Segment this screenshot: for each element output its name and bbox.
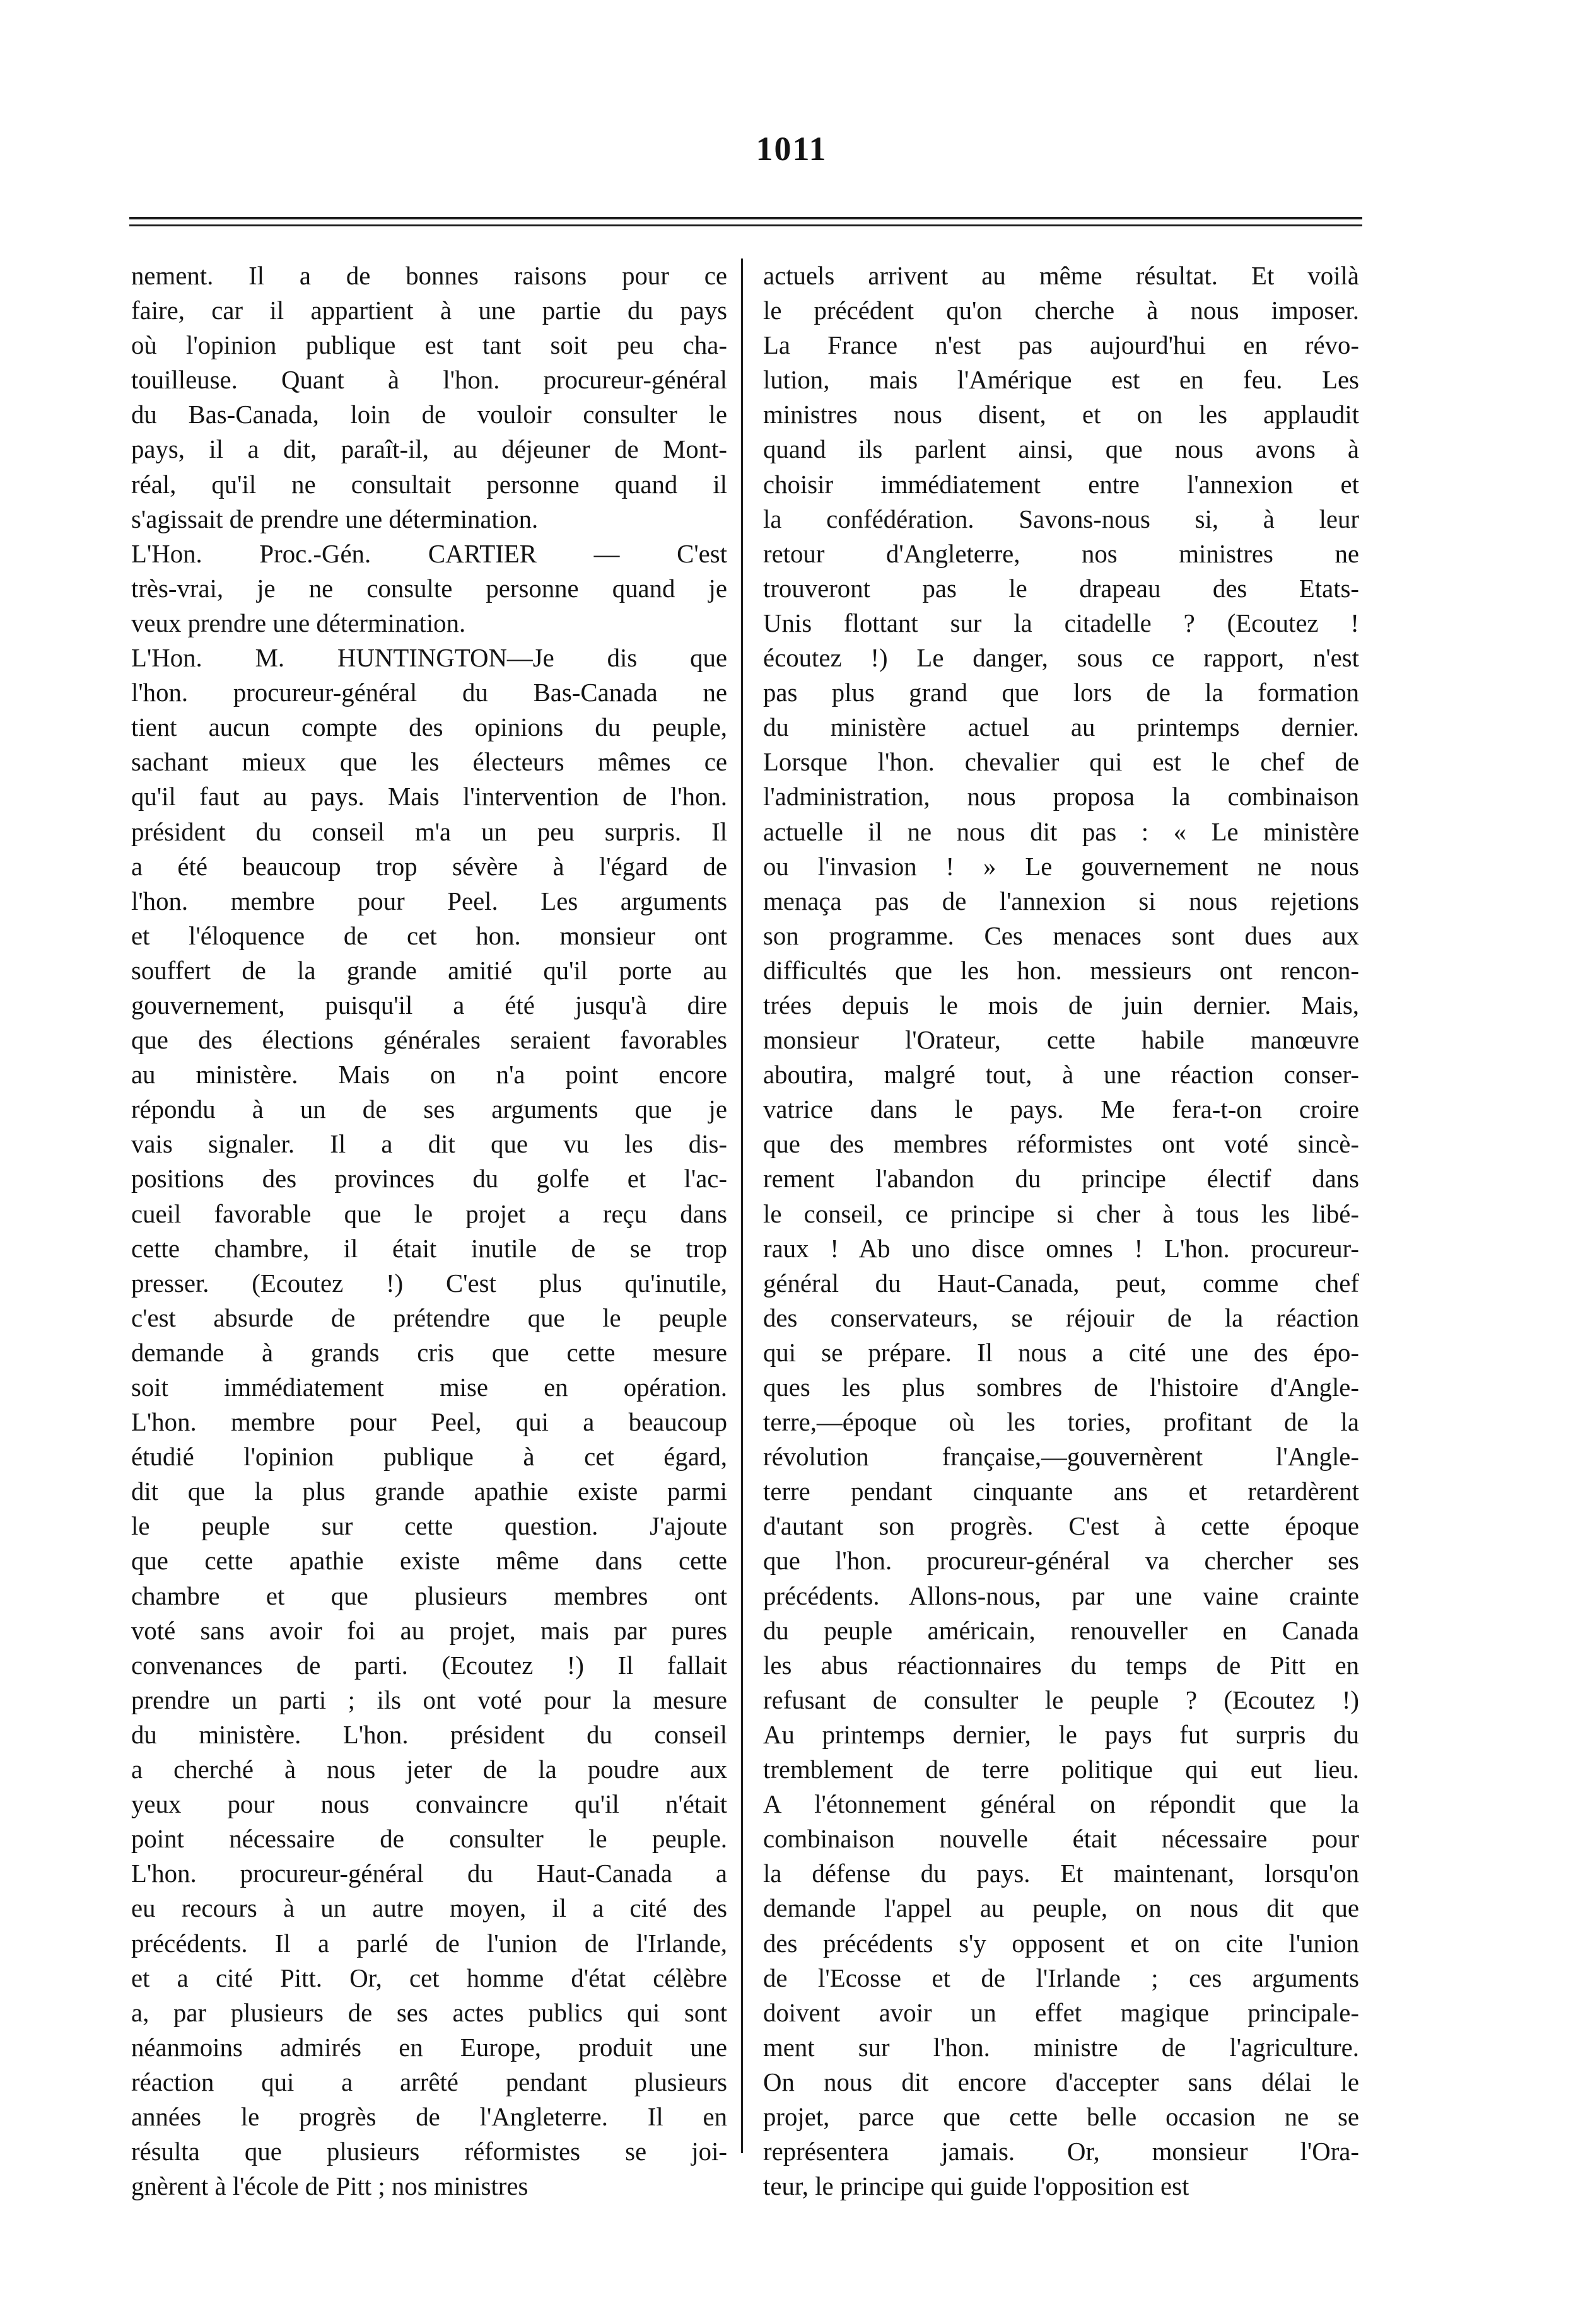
left-column-line: touilleuse. Quant à l'hon. procureur-général bbox=[131, 366, 727, 395]
column-divider bbox=[741, 259, 743, 2153]
left-column-line: tient aucun compte des opinions du peuple, bbox=[131, 713, 727, 742]
right-column-line: terre,—époque où les tories, profitant de la bbox=[763, 1408, 1359, 1437]
right-column-line: menaça pas de l'annexion si nous rejetions bbox=[763, 886, 1359, 915]
right-column-line: retour d'Angleterre, nos ministres ne bbox=[763, 539, 1359, 568]
header-rule bbox=[129, 217, 1362, 219]
right-column-line: représentera jamais. Or, monsieur l'Ora- bbox=[763, 2137, 1359, 2166]
right-column-line: que des membres réformistes ont voté sincè- bbox=[763, 1130, 1359, 1159]
left-column-line: positions des provinces du golfe et l'ac- bbox=[131, 1165, 727, 1194]
left-column-line: gnèrent à l'école de Pitt ; nos ministres bbox=[131, 2172, 529, 2201]
left-column-line: qu'il faut au pays. Mais l'intervention de l'hon. bbox=[131, 782, 727, 811]
left-column-line: a été beaucoup trop sévère à l'égard de bbox=[131, 852, 727, 881]
left-column-line: souffert de la grande amitié qu'il porte au bbox=[131, 956, 727, 985]
right-column-line: la défense du pays. Et maintenant, lorsqu'on bbox=[763, 1859, 1359, 1888]
right-column-line: actuelle il ne nous dit pas : « Le ministère bbox=[763, 817, 1359, 846]
left-column-line: sachant mieux que les électeurs mêmes ce bbox=[131, 748, 727, 777]
right-column-line: des conservateurs, se réjouir de la réaction bbox=[763, 1303, 1359, 1332]
right-column-line: trouveront pas le drapeau des Etats- bbox=[763, 574, 1359, 603]
left-column-line: très-vrai, je ne consulte personne quand je bbox=[131, 574, 727, 603]
right-column-line: ministres nous disent, et on les applaudit bbox=[763, 400, 1359, 429]
left-column-line: point nécessaire de consulter le peuple. bbox=[131, 1825, 727, 1854]
left-column-line: chambre et que plusieurs membres ont bbox=[131, 1581, 727, 1610]
left-column-line: faire, car il appartient à une partie du pays bbox=[131, 296, 727, 325]
right-column-line: Au printemps dernier, le pays fut surpris du bbox=[763, 1720, 1359, 1749]
left-column-line: c'est absurde de prétendre que le peuple bbox=[131, 1303, 727, 1332]
right-column-line: les abus réactionnaires du temps de Pitt en bbox=[763, 1651, 1359, 1680]
left-column-line: demande à grands cris que cette mesure bbox=[131, 1338, 727, 1367]
right-column-line: projet, parce que cette belle occasion ne se bbox=[763, 2102, 1359, 2131]
right-column-line: ques les plus sombres de l'histoire d'Angle- bbox=[763, 1373, 1359, 1402]
right-column-line: vatrice dans le pays. Me fera-t-on croire bbox=[763, 1095, 1359, 1124]
right-column-line: quand ils parlent ainsi, que nous avons à bbox=[763, 435, 1359, 464]
left-column-line: s'agissait de prendre une détermination. bbox=[131, 504, 539, 533]
left-column-line: cette chambre, il était inutile de se trop bbox=[131, 1234, 727, 1263]
left-column-line: L'hon. procureur-général du Haut-Canada a bbox=[131, 1859, 727, 1888]
left-column-line: veux prendre une détermination. bbox=[131, 608, 466, 637]
left-column-line: prendre un parti ; ils ont voté pour la mesure bbox=[131, 1685, 727, 1714]
left-column-line: l'hon. membre pour Peel. Les arguments bbox=[131, 886, 727, 915]
right-column-line: demande l'appel au peuple, on nous dit que bbox=[763, 1894, 1359, 1923]
right-column-line: On nous dit encore d'accepter sans délai le bbox=[763, 2067, 1359, 2096]
right-column-line: A l'étonnement général on répondit que la bbox=[763, 1790, 1359, 1819]
left-column-line: au ministère. Mais on n'a point encore bbox=[131, 1060, 727, 1089]
left-column-line: vais signaler. Il a dit que vu les dis- bbox=[131, 1130, 727, 1159]
right-column bbox=[763, 259, 1359, 2204]
left-column-line: réal, qu'il ne consultait personne quand il bbox=[131, 470, 727, 499]
right-column-line: monsieur l'Orateur, cette habile manœuvre bbox=[763, 1026, 1359, 1055]
left-column bbox=[131, 259, 727, 2204]
right-column-line: aboutira, malgré tout, à une réaction conser- bbox=[763, 1060, 1359, 1089]
left-column-line: convenances de parti. (Ecoutez !) Il fallait bbox=[131, 1651, 727, 1680]
right-column-line: doivent avoir un effet magique principale- bbox=[763, 1998, 1359, 2027]
left-column-line: soit immédiatement mise en opération. bbox=[131, 1373, 727, 1402]
left-column-line: précédents. Il a parlé de l'union de l'Irlande, bbox=[131, 1929, 727, 1958]
left-column-line: L'Hon. M. HUNTINGTON—Je dis que bbox=[131, 644, 727, 673]
right-column-line: La France n'est pas aujourd'hui en révo- bbox=[763, 331, 1359, 360]
right-column-line: le conseil, ce principe si cher à tous les libé- bbox=[763, 1199, 1359, 1228]
left-column-line: où l'opinion publique est tant soit peu cha- bbox=[131, 331, 727, 360]
left-column-line: années le progrès de l'Angleterre. Il en bbox=[131, 2102, 727, 2131]
left-column-line: président du conseil m'a un peu surpris. Il bbox=[131, 817, 727, 846]
left-column-line: L'Hon. Proc.-Gén. CARTIER — C'est bbox=[131, 539, 727, 568]
right-column-line: que l'hon. procureur-général va chercher ses bbox=[763, 1547, 1359, 1576]
right-column-line: de l'Ecosse et de l'Irlande ; ces arguments bbox=[763, 1963, 1359, 1992]
right-column-line: teur, le principe qui guide l'opposition est bbox=[763, 2172, 1189, 2201]
right-column-line: du peuple américain, renouveller en Canada bbox=[763, 1616, 1359, 1645]
left-column-line: et l'éloquence de cet hon. monsieur ont bbox=[131, 921, 727, 950]
left-column-line: a, par plusieurs de ses actes publics qui sont bbox=[131, 1998, 727, 2027]
right-column-line: son programme. Ces menaces sont dues aux bbox=[763, 921, 1359, 950]
left-column-line: que cette apathie existe même dans cette bbox=[131, 1547, 727, 1576]
right-column-line: choisir immédiatement entre l'annexion et bbox=[763, 470, 1359, 499]
right-column-line: le précédent qu'on cherche à nous imposer. bbox=[763, 296, 1359, 325]
left-column-line: répondu à un de ses arguments que je bbox=[131, 1095, 727, 1124]
left-column-line: du Bas-Canada, loin de vouloir consulter le bbox=[131, 400, 727, 429]
right-column-line: raux ! Ab uno disce omnes ! L'hon. procureur- bbox=[763, 1234, 1359, 1263]
right-column-line: terre pendant cinquante ans et retardèrent bbox=[763, 1477, 1359, 1506]
right-column-line: d'autant son progrès. C'est à cette époque bbox=[763, 1512, 1359, 1541]
left-column-line: et a cité Pitt. Or, cet homme d'état célèbre bbox=[131, 1963, 727, 1992]
right-column-line: pas plus grand que lors de la formation bbox=[763, 678, 1359, 707]
right-column-line: précédents. Allons-nous, par une vaine crainte bbox=[763, 1581, 1359, 1610]
left-column-line: que des élections générales seraient favorables bbox=[131, 1026, 727, 1055]
left-column-line: néanmoins admirés en Europe, produit une bbox=[131, 2033, 727, 2062]
right-column-line: l'administration, nous proposa la combinaison bbox=[763, 782, 1359, 811]
left-column-line: gouvernement, puisqu'il a été jusqu'à dire bbox=[131, 991, 727, 1020]
left-column-line: réaction qui a arrêté pendant plusieurs bbox=[131, 2067, 727, 2096]
left-column-line: yeux pour nous convaincre qu'il n'était bbox=[131, 1790, 727, 1819]
left-column-line: pays, il a dit, paraît-il, au déjeuner de Mont- bbox=[131, 435, 727, 464]
right-column-line: révolution française,—gouvernèrent l'Angle- bbox=[763, 1443, 1359, 1472]
right-column-line: refusant de consulter le peuple ? (Ecoutez !) bbox=[763, 1685, 1359, 1714]
right-column-line: Unis flottant sur la citadelle ? (Ecoutez ! bbox=[763, 608, 1359, 637]
left-column-line: presser. (Ecoutez !) C'est plus qu'inutile, bbox=[131, 1269, 727, 1298]
right-column-line: général du Haut-Canada, peut, comme chef bbox=[763, 1269, 1359, 1298]
left-column-line: du ministère. L'hon. président du conseil bbox=[131, 1720, 727, 1749]
right-column-line: qui se prépare. Il nous a cité une des épo- bbox=[763, 1338, 1359, 1367]
left-column-line: résulta que plusieurs réformistes se joi- bbox=[131, 2137, 727, 2166]
right-column-line: du ministère actuel au printemps dernier. bbox=[763, 713, 1359, 742]
left-column-line: a cherché à nous jeter de la poudre aux bbox=[131, 1755, 727, 1784]
right-column-line: rement l'abandon du principe électif dans bbox=[763, 1165, 1359, 1194]
left-column-line: nement. Il a de bonnes raisons pour ce bbox=[131, 262, 727, 290]
left-column-line: eu recours à un autre moyen, il a cité des bbox=[131, 1894, 727, 1923]
right-column-line: tremblement de terre politique qui eut lieu. bbox=[763, 1755, 1359, 1784]
left-column-line: voté sans avoir foi au projet, mais par pures bbox=[131, 1616, 727, 1645]
right-column-line: ou l'invasion ! » Le gouvernement ne nous bbox=[763, 852, 1359, 881]
right-column-line: écoutez !) Le danger, sous ce rapport, n'est bbox=[763, 644, 1359, 673]
right-column-line: ment sur l'hon. ministre de l'agriculture. bbox=[763, 2033, 1359, 2062]
right-column-line: trées depuis le mois de juin dernier. Mais, bbox=[763, 991, 1359, 1020]
left-column-line: L'hon. membre pour Peel, qui a beaucoup bbox=[131, 1408, 727, 1437]
right-column-line: actuels arrivent au même résultat. Et voilà bbox=[763, 262, 1359, 290]
left-column-line: le peuple sur cette question. J'ajoute bbox=[131, 1512, 727, 1541]
right-column-line: lution, mais l'Amérique est en feu. Les bbox=[763, 366, 1359, 395]
left-column-line: dit que la plus grande apathie existe parmi bbox=[131, 1477, 727, 1506]
right-column-line: la confédération. Savons-nous si, à leur bbox=[763, 504, 1359, 533]
right-column-line: difficultés que les hon. messieurs ont rencon- bbox=[763, 956, 1359, 985]
left-column-line: étudié l'opinion publique à cet égard, bbox=[131, 1443, 727, 1472]
left-column-line: cueil favorable que le projet a reçu dans bbox=[131, 1199, 727, 1228]
right-column-line: des précédents s'y opposent et on cite l'union bbox=[763, 1929, 1359, 1958]
right-column-line: combinaison nouvelle était nécessaire pour bbox=[763, 1825, 1359, 1854]
right-column-line: Lorsque l'hon. chevalier qui est le chef de bbox=[763, 748, 1359, 777]
left-column-line: l'hon. procureur-général du Bas-Canada ne bbox=[131, 678, 727, 707]
page-number: 1011 bbox=[756, 130, 827, 168]
header-rule-secondary bbox=[129, 224, 1362, 226]
